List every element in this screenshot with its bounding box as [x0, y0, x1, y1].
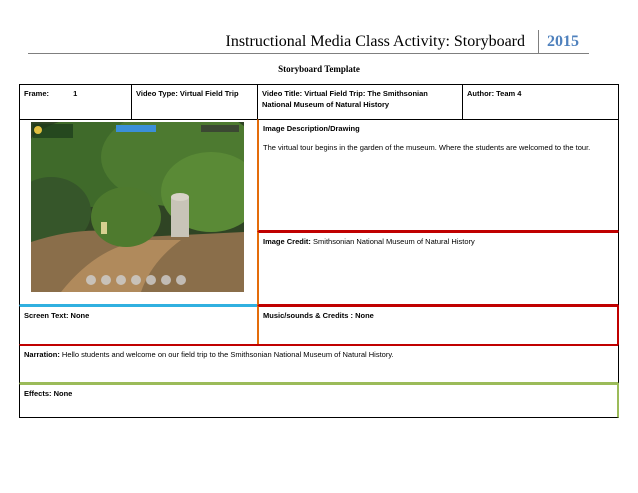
document-year: 2015 — [547, 33, 579, 50]
narration-label: Narration: — [24, 350, 60, 359]
frame-label: Frame: — [24, 89, 50, 98]
virtual-tour-garden-image — [31, 122, 244, 292]
effects-value: None — [51, 389, 73, 398]
image-credit-cell — [257, 231, 619, 306]
page-header — [0, 32, 585, 54]
template-title: Storyboard Template — [278, 64, 360, 74]
frame-number: 1 — [73, 89, 78, 98]
screen-text-cell — [19, 305, 259, 345]
header-separator — [538, 30, 539, 54]
image-description-label: Image Description/Drawing — [263, 124, 360, 133]
author: Author: Team 4 — [467, 89, 522, 98]
image-credit-value: Smithsonian National Museum of Natural History — [310, 237, 475, 246]
music-cell — [257, 305, 619, 345]
image-description-cell — [257, 119, 619, 232]
header-rule — [28, 53, 589, 54]
frame-cell — [19, 84, 132, 120]
author-cell — [462, 84, 619, 120]
spacer — [263, 134, 614, 142]
screen-text-value: None — [68, 311, 90, 320]
video-title-cell — [257, 84, 463, 120]
video-type-cell — [131, 84, 258, 120]
image-description-text: The virtual tour begins in the garden of the museum. Where the students are welcomed to the tour. — [263, 143, 591, 152]
video-type: Video Type: Virtual Field Trip — [136, 89, 239, 98]
narration-cell — [19, 344, 619, 384]
image-credit-label: Image Credit: — [263, 237, 311, 246]
screen-text-label: Screen Text: — [24, 311, 69, 320]
video-title-line1: Video Title: Virtual Field Trip: The Smithsonian — [262, 89, 428, 98]
effects-cell — [19, 383, 619, 418]
music-label: Music/sounds & Credits : — [263, 311, 354, 320]
music-value: None — [353, 311, 374, 320]
narration-value: Hello students and welcome on our field trip to the Smithsonian National Museum of Natural History. — [59, 350, 394, 359]
video-title-line2: National Museum of Natural History — [262, 100, 390, 109]
document-title: Instructional Media Class Activity: Storyboard — [225, 33, 525, 50]
effects-label: Effects: — [24, 389, 52, 398]
